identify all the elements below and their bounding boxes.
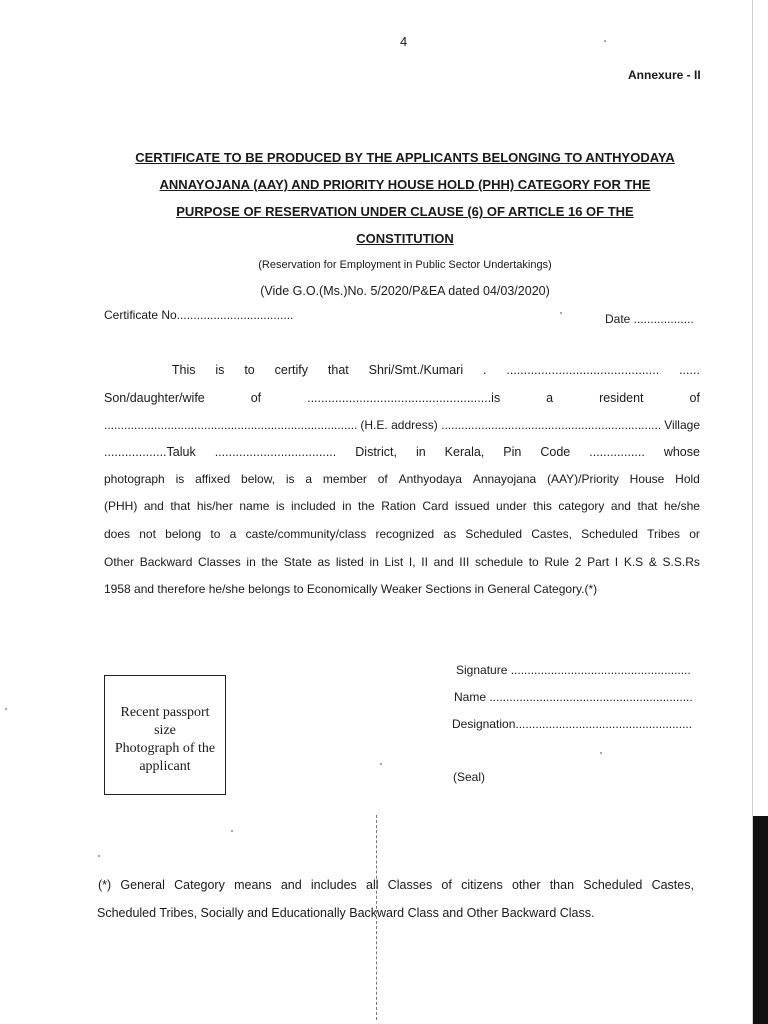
scan-speck [98, 855, 100, 857]
form-line-1 [104, 363, 700, 377]
certificate-heading-line-4: CONSTITUTION [356, 231, 454, 246]
name-field: Name ............................................................. [454, 690, 693, 704]
form-word: District, [355, 445, 397, 459]
paragraph-word: Part [587, 555, 610, 569]
parent-name-blank: .....................................................is [307, 391, 501, 405]
footnote-line-1 [98, 878, 694, 892]
paragraph-word: S.S.Rs [662, 555, 700, 569]
address-blank: ............................................................................ [104, 418, 358, 432]
scan-edge-bar [753, 816, 768, 1024]
paragraph-word: to [528, 555, 539, 569]
paragraph-word: member [322, 472, 367, 486]
page-number: 4 [400, 34, 408, 49]
paragraph-word: or [689, 527, 700, 541]
designation-field: Designation..................................................... [452, 717, 693, 731]
paragraph-word: his/her [196, 499, 233, 513]
form-word: Kerala, [444, 445, 485, 459]
paragraph-word: 2 [574, 555, 582, 569]
paragraph-word: affixed [195, 472, 231, 486]
paragraph-word: included [291, 499, 336, 513]
form-word: to [244, 363, 255, 377]
scan-speck [5, 708, 7, 710]
paragraph-word: and [433, 555, 454, 569]
form-word: certify [274, 363, 308, 377]
form-word: . [483, 363, 487, 377]
footnote-word: and [280, 878, 302, 892]
paragraph-word: below, [241, 472, 276, 486]
form-word: resident [599, 391, 644, 405]
paragraph-word: the [358, 499, 375, 513]
form-word: ...... [679, 363, 700, 377]
footnote-word: Category [174, 878, 225, 892]
paragraph-word: that [170, 499, 191, 513]
scan-speck [600, 752, 602, 754]
paragraph-word: does [104, 527, 131, 541]
footnote-word: citizens [461, 878, 503, 892]
form-word: This [171, 363, 196, 377]
paragraph-word: Annayojana [472, 472, 537, 486]
paragraph-word: Hold [675, 472, 700, 486]
scan-speck [380, 763, 382, 765]
footnote-word: General [120, 878, 165, 892]
paragraph-word: I [614, 555, 619, 569]
paragraph-word: recognized [375, 527, 435, 541]
he-address-blank: (H.E. address) .................................................................. [360, 418, 662, 432]
paragraph-word: Card [422, 499, 449, 513]
paragraph-word: K.S [623, 555, 644, 569]
paragraph-line-4 [104, 555, 700, 569]
paragraph-word: this [533, 499, 552, 513]
paragraph-word: Anthyodaya [398, 472, 462, 486]
photo-box-line-3: Photograph of the [114, 741, 216, 756]
form-word: in [415, 445, 426, 459]
paragraph-word: is [275, 499, 285, 513]
paragraph-word: (PHH) [104, 499, 138, 513]
certificate-number-field: Certificate No................................... [104, 308, 294, 322]
paragraph-word: State [283, 555, 312, 569]
paragraph-word: List [384, 555, 404, 569]
paragraph-word: Rule [544, 555, 570, 569]
paragraph-word: II [421, 555, 428, 569]
paragraph-line-3 [104, 527, 700, 541]
footnote-word: means [234, 878, 272, 892]
scan-speck [231, 830, 233, 832]
form-word: Pin [503, 445, 522, 459]
paragraph-word: in [369, 555, 379, 569]
paragraph-word: belong [165, 527, 202, 541]
paragraph-word: the [261, 555, 279, 569]
form-word: Village [664, 418, 700, 432]
form-word: Code [540, 445, 571, 459]
certificate-heading-line-3: PURPOSE OF RESERVATION UNDER CLAUSE (6) OF ARTICLE 16 OF THE [176, 204, 634, 219]
paragraph-word: Castes, [531, 527, 572, 541]
paragraph-word: issued [454, 499, 490, 513]
paragraph-line-2 [104, 499, 700, 513]
scan-fold-line [376, 815, 377, 1020]
form-word: Son/daughter/wife [104, 391, 205, 405]
footnote-line-2: Scheduled Tribes, Socially and Educationally Backward Class and Other Backward Class. [97, 906, 595, 920]
footnote-word: than [549, 878, 575, 892]
form-word: Shri/Smt./Kumari [368, 363, 464, 377]
signature-field: Signature ...................................................... [456, 663, 691, 677]
form-word: a [546, 391, 554, 405]
certificate-heading-line-1: CERTIFICATE TO BE PRODUCED BY THE APPLICANTS BELONGING TO ANTHYODAYA [135, 150, 675, 165]
scan-speck [560, 312, 562, 314]
passport-photo-box [104, 675, 226, 795]
paragraph-word: a [229, 527, 237, 541]
paragraph-word: caste/community/class [245, 527, 367, 541]
paragraph-word: not [139, 527, 156, 541]
paragraph-word: and [143, 499, 164, 513]
paragraph-line-1 [104, 472, 700, 486]
paragraph-word: under [496, 499, 527, 513]
paragraph-word: in [246, 555, 256, 569]
footnote-word: all [366, 878, 379, 892]
paragraph-word: a [305, 472, 313, 486]
photo-box-line-1: Recent passport [120, 705, 210, 720]
paragraph-word: as [317, 555, 331, 569]
paragraph-last-line: 1958 and therefore he/she belongs to Economically Weaker Sections in General Category.(*) [104, 582, 598, 596]
paragraph-word: he/she [663, 499, 700, 513]
paragraph-word: Scheduled [581, 527, 638, 541]
paragraph-word: I, [408, 555, 416, 569]
paragraph-word: name [239, 499, 270, 513]
photo-box-line-4: applicant [139, 759, 191, 774]
seal-label: (Seal) [453, 770, 486, 784]
paragraph-word: that [637, 499, 658, 513]
scan-speck [604, 40, 606, 42]
footnote-word: includes [310, 878, 357, 892]
paragraph-word: category [558, 499, 605, 513]
paragraph-word: is [285, 472, 295, 486]
paragraph-word: Ration [381, 499, 416, 513]
reservation-subheading: (Reservation for Employment in Public Sector Undertakings) [258, 259, 552, 271]
form-word: that [327, 363, 349, 377]
form-line-3 [104, 418, 700, 432]
paragraph-word: Other [104, 555, 135, 569]
paragraph-word: Backward [139, 555, 193, 569]
form-word: of [250, 391, 262, 405]
paragraph-word: Tribes [647, 527, 681, 541]
paragraph-word: in [342, 499, 352, 513]
footnote-word: of [441, 878, 452, 892]
footnote-word: (*) [98, 878, 112, 892]
form-word: whose [663, 445, 700, 459]
date-field: Date .................. [605, 312, 694, 326]
form-word: of [689, 391, 700, 405]
district-blank: ................................... [214, 445, 337, 459]
paragraph-word: and [610, 499, 631, 513]
footnote-word: Classes [387, 878, 433, 892]
annexure-label: Annexure - II [628, 68, 701, 82]
paragraph-word: Scheduled [465, 527, 523, 541]
paragraph-word: listed [335, 555, 364, 569]
paragraph-word: (AAY)/Priority [547, 472, 619, 486]
paragraph-word: photograph [104, 472, 165, 486]
paragraph-word: is [175, 472, 185, 486]
pin-code-blank: ................ [589, 445, 645, 459]
paragraph-word: schedule [474, 555, 524, 569]
taluk-blank: ..................Taluk [104, 445, 196, 459]
footnote-word: Scheduled [583, 878, 643, 892]
paragraph-word: Classes [198, 555, 241, 569]
form-line-2 [104, 391, 700, 405]
form-word: is [215, 363, 225, 377]
paragraph-word: of [377, 472, 388, 486]
go-reference: (Vide G.O.(Ms.)No. 5/2020/P&EA dated 04/03/2020) [260, 284, 550, 298]
name-blank: ............................................ [506, 363, 660, 377]
paragraph-word: House [629, 472, 665, 486]
form-line-4 [104, 445, 700, 459]
footnote-word: Castes, [651, 878, 694, 892]
paragraph-word: & [648, 555, 657, 569]
paragraph-word: III [459, 555, 470, 569]
paragraph-word: as [443, 527, 457, 541]
footnote-word: other [511, 878, 541, 892]
paragraph-word: to [210, 527, 221, 541]
certificate-heading-line-2: ANNAYOJANA (AAY) AND PRIORITY HOUSE HOLD (PHH) CATEGORY FOR THE [159, 177, 651, 192]
photo-box-line-2: size [154, 723, 176, 738]
